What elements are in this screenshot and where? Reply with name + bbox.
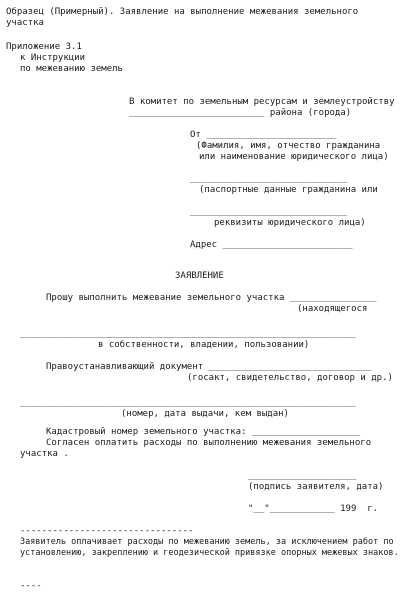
from-caption-name: (Фамилия, имя, отчество гражданина bbox=[196, 141, 381, 151]
title-document-caption: (госакт, свидетельство, договор и др.) bbox=[187, 373, 393, 383]
agreement-line-continued: участка . bbox=[20, 449, 69, 459]
cadastral-number-line: Кадастровый номер земельного участка: ____________________ bbox=[46, 427, 361, 437]
passport-caption: (паспортные данные гражданина или bbox=[199, 185, 378, 195]
document-title-continued: участка bbox=[6, 18, 44, 28]
ownership-caption: в собственности, владении, пользовании) bbox=[98, 340, 310, 350]
signature-caption: (подпись заявителя, дата) bbox=[248, 482, 384, 492]
passport-blank: _____________________________ bbox=[190, 174, 348, 184]
statement-heading: ЗАЯВЛЕНИЕ bbox=[175, 271, 224, 281]
footnote-text-continued: установлению, закреплению и геодезической привязке опорных межевых знаков. bbox=[20, 548, 399, 558]
requisites-caption: реквизиты юридического лица) bbox=[214, 218, 366, 228]
footnote-text: Заявитель оплачивает расходы по межеванию земель, за исключением работ по bbox=[20, 537, 394, 547]
footnote-separator: -------------------------------- bbox=[20, 526, 194, 536]
date-line: "__"____________ 199 г. bbox=[248, 504, 379, 514]
request-line: Прошу выполнить межевание земельного участка ________________ bbox=[46, 293, 377, 303]
addressee-district-blank: _________________________ района (города) bbox=[129, 108, 352, 118]
addressee-committee: В комитет по земельным ресурсам и землеустройству bbox=[129, 97, 395, 107]
appendix-number: Приложение 3.1 bbox=[6, 42, 82, 52]
ownership-blank: ______________________________________________________________ bbox=[20, 329, 356, 339]
issued-blank: ______________________________________________________________ bbox=[20, 398, 356, 408]
title-document-line: Правоустанавливающий документ ______________________________ bbox=[46, 362, 372, 372]
appendix-reference-subject: по межеванию земель bbox=[20, 64, 123, 74]
from-field: От ________________________ bbox=[190, 130, 337, 140]
signature-blank: ____________________ bbox=[248, 471, 357, 481]
requisites-blank: _____________________________ bbox=[190, 207, 348, 217]
appendix-reference: к Инструкции bbox=[20, 53, 86, 63]
bottom-dashes: ---- bbox=[20, 581, 42, 591]
issued-caption: (номер, дата выдачи, кем выдан) bbox=[121, 409, 289, 419]
document-title: Образец (Примерный). Заявление на выполнение межевания земельного bbox=[6, 7, 359, 17]
from-caption-legal-entity: или наименование юридического лица) bbox=[199, 152, 389, 162]
located-caption: (находящегося bbox=[297, 304, 368, 314]
agreement-line: Согласен оплатить расходы по выполнению межевания земельного bbox=[46, 438, 372, 448]
address-field: Адрес ________________________ bbox=[190, 240, 353, 250]
